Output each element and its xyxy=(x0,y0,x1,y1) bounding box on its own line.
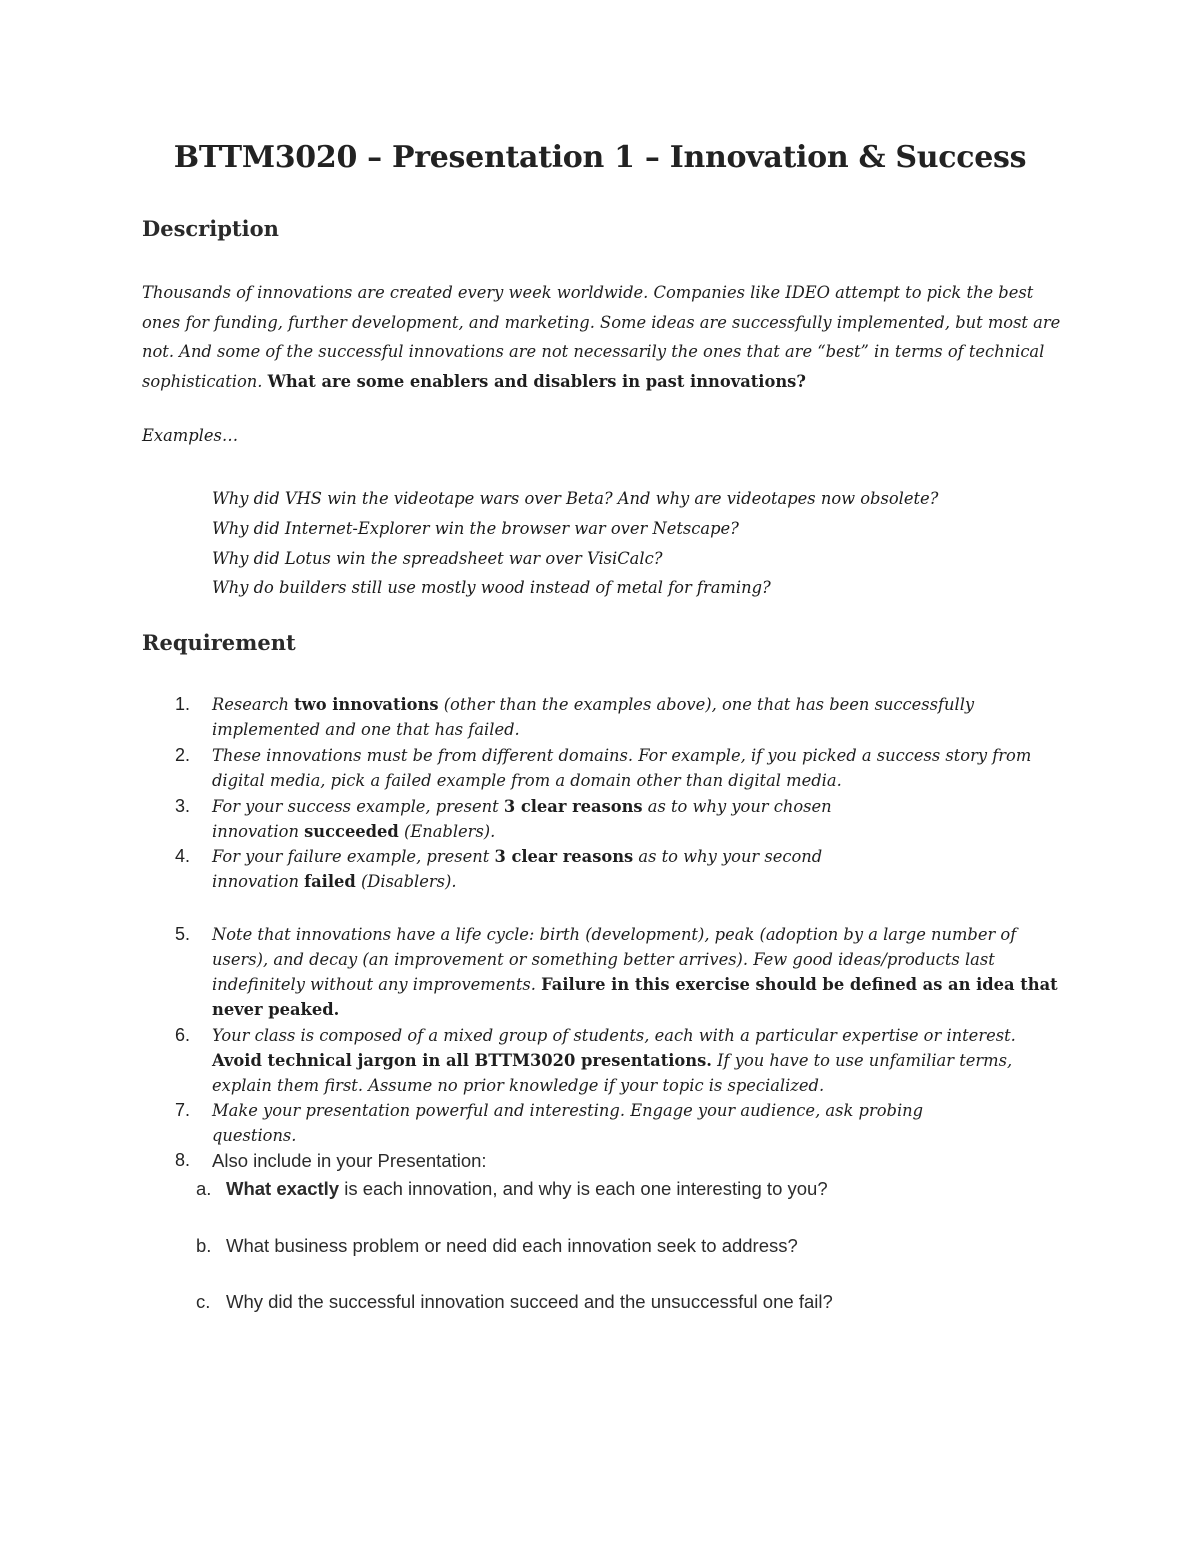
item-text: Note that innovations have a life cycle: birth (development), peak (adoption by a large number of users), and decay (an improvement or something better arrives). Few good ideas/products last indefinitely without any improvements. xyxy=(212,925,1017,994)
example-item: Why did Lotus win the spreadsheet war over VisiCalc? xyxy=(212,548,663,568)
list-number: 7. xyxy=(175,1100,191,1120)
requirement-item-3 xyxy=(212,794,912,844)
requirement-item-6 xyxy=(212,1023,1062,1098)
subitem-bold-text: What exactly xyxy=(226,1178,340,1199)
item-text: For your failure example, present xyxy=(212,847,495,866)
item-text: Your class is composed of a mixed group of students, each with a particular expertise or interest. xyxy=(212,1026,1016,1045)
list-number: 4. xyxy=(175,846,191,866)
list-number: 2. xyxy=(175,745,191,765)
item-text: These innovations must be from different domains. For example, if you picked a success story from digital media, pick a failed example from a domain other than digital media. xyxy=(212,746,1032,790)
examples-list xyxy=(212,484,938,603)
item-text: (other than the examples above), one that has been successfully implemented and one that has failed. xyxy=(212,695,975,739)
requirement-item-4 xyxy=(212,844,912,894)
subitem-c: Why did the successful innovation succeed and the unsuccessful one fail? xyxy=(226,1291,833,1312)
item-text: as to why your second innovation xyxy=(212,847,823,891)
item-text: (Enablers). xyxy=(398,822,496,841)
subitem-text: is each innovation, and why is each one interesting to you? xyxy=(339,1178,828,1199)
requirement-heading: Requirement xyxy=(142,630,296,655)
requirement-item-8: Also include in your Presentation: xyxy=(212,1150,487,1171)
item-bold-text: succeeded xyxy=(304,822,399,841)
item-bold-text: Failure in this exercise should be defined as an idea that never peaked. xyxy=(212,975,1058,1019)
description-text: Thousands of innovations are created every week worldwide. Companies like IDEO attempt to pick the best ones for funding, further development, and marketing. Some ideas are successfully implemented, but most are not. And some of the successful innovations are not necessarily the ones that are “best” in terms of technical sophistication. xyxy=(142,283,1061,391)
requirement-item-7 xyxy=(212,1098,1012,1148)
description-question: What are some enablers and disablers in past innovations? xyxy=(267,371,806,391)
item-text: For your success example, present xyxy=(212,797,504,816)
requirement-item-2 xyxy=(212,743,1062,793)
list-number: 8. xyxy=(175,1150,191,1170)
list-number: 1. xyxy=(175,694,191,714)
item-bold-text: 3 clear reasons xyxy=(494,847,634,866)
item-bold-text: 3 clear reasons xyxy=(503,797,643,816)
item-text: as to why your chosen innovation xyxy=(212,797,832,841)
subitem-letter: b. xyxy=(196,1235,212,1256)
example-item: Why do builders still use mostly wood instead of metal for framing? xyxy=(212,578,771,598)
description-paragraph xyxy=(142,278,1062,396)
list-number: 5. xyxy=(175,924,191,944)
requirement-item-5 xyxy=(212,922,1062,1022)
subitem-letter: a. xyxy=(196,1178,212,1199)
example-item: Why did Internet-Explorer win the browser war over Netscape? xyxy=(212,518,739,538)
page-title: BTTM3020 – Presentation 1 – Innovation & Success xyxy=(173,140,1027,175)
list-number: 6. xyxy=(175,1025,191,1045)
item-text: (Disablers). xyxy=(355,872,457,891)
subitem-a xyxy=(226,1178,828,1200)
subitem-b: What business problem or need did each innovation seek to address? xyxy=(226,1235,798,1256)
item-text: Research xyxy=(212,695,295,714)
examples-label: Examples… xyxy=(142,426,239,445)
description-heading: Description xyxy=(142,216,279,241)
item-bold-text: Avoid technical jargon in all BTTM3020 presentations. xyxy=(212,1051,712,1070)
requirement-item-1 xyxy=(212,692,1062,742)
subitem-letter: c. xyxy=(196,1291,211,1312)
item-text: Make your presentation powerful and interesting. Engage your audience, ask probing questions. xyxy=(212,1101,924,1145)
list-number: 3. xyxy=(175,796,191,816)
item-bold-text: failed xyxy=(304,872,356,891)
item-text: If you have to use unfamiliar terms, explain them first. Assume no prior knowledge if your topic is specialized. xyxy=(212,1051,1013,1095)
item-bold-text: two innovations xyxy=(294,695,439,714)
example-item: Why did VHS win the videotape wars over Beta? And why are videotapes now obsolete? xyxy=(212,489,939,508)
